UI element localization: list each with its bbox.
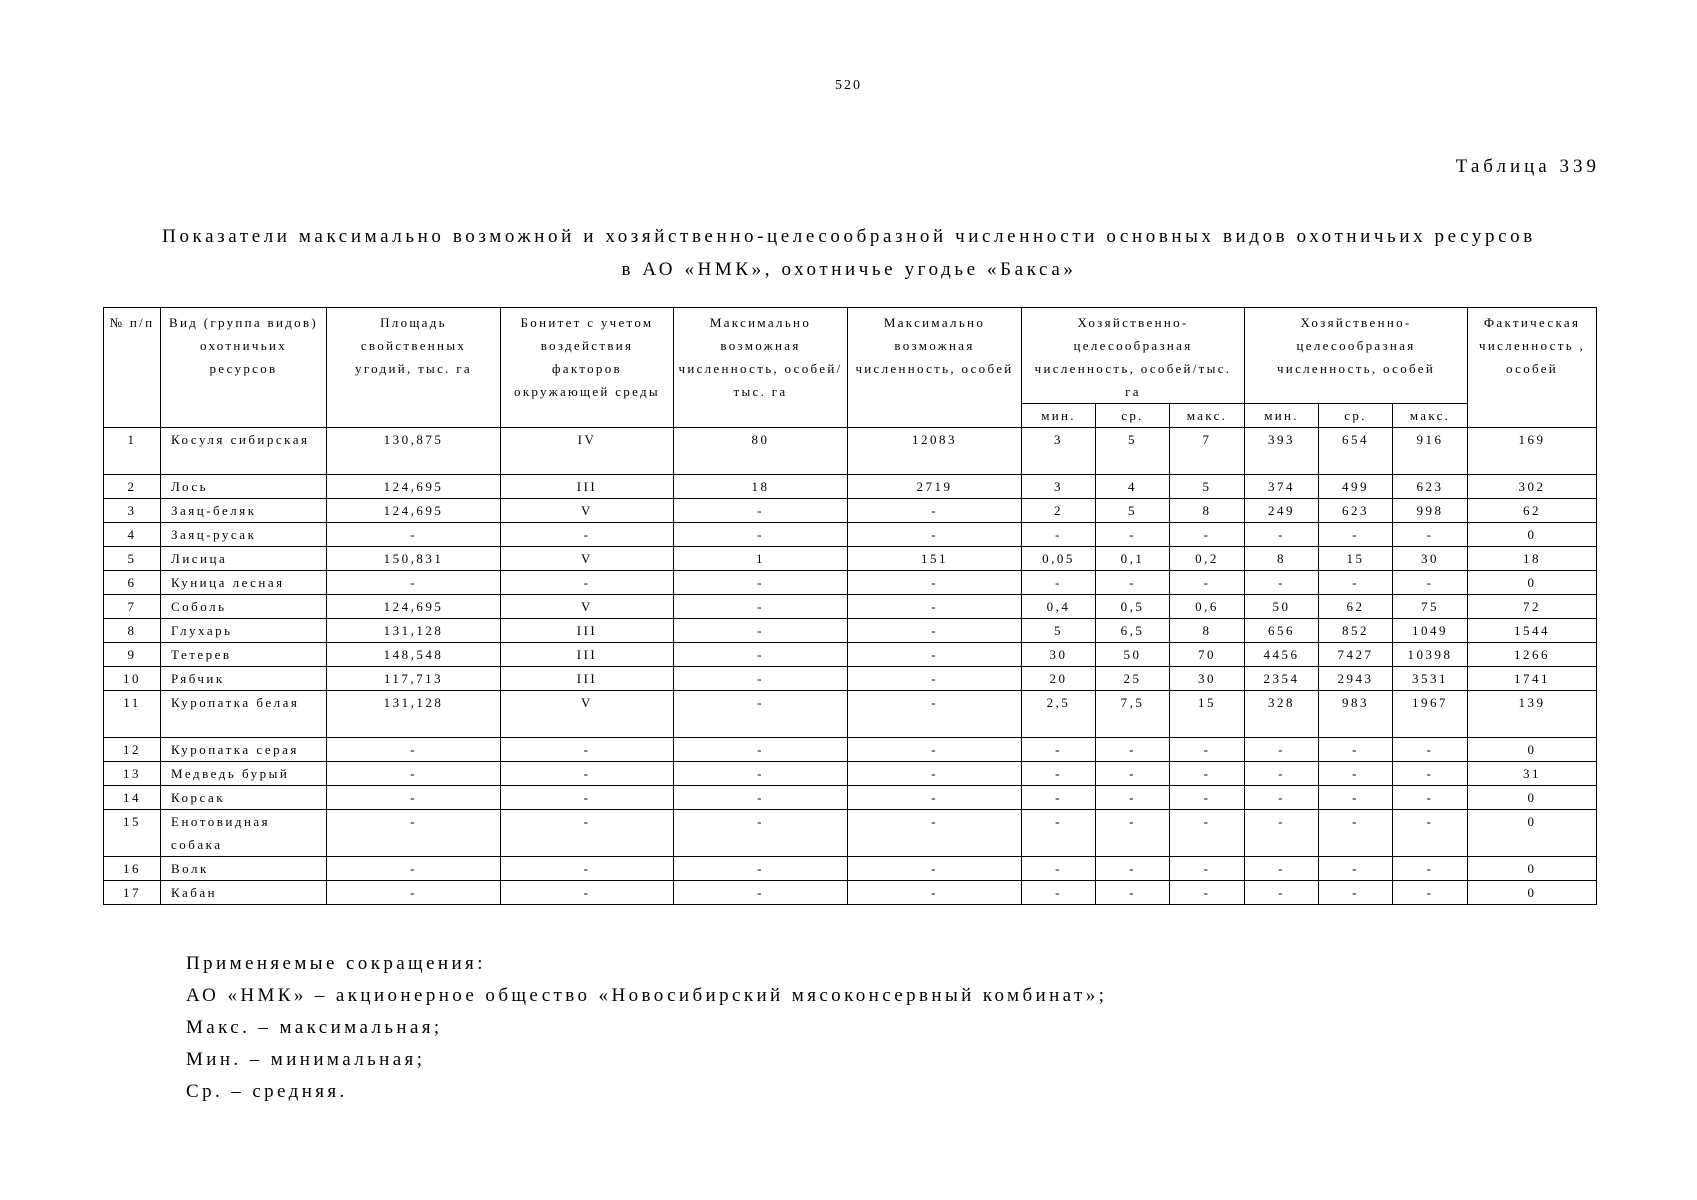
subheader-count-avg: ср. (1319, 404, 1393, 428)
cell-actual: 0 (1468, 786, 1597, 810)
cell-species: Глухарь (161, 619, 327, 643)
cell-num: 6 (104, 571, 161, 595)
cell-num: 16 (104, 857, 161, 881)
table-row (104, 810, 1597, 857)
cell-c-max: 30 (1393, 547, 1468, 571)
cell-d-min: - (1022, 571, 1096, 595)
cell-species: Кабан (161, 881, 327, 905)
cell-max-count: - (848, 499, 1022, 523)
cell-c-avg: 7427 (1319, 643, 1393, 667)
cell-max-density: - (674, 667, 848, 691)
header-bonitet: Бонитет с учетом воздействия факторов окружающей среды (501, 308, 674, 428)
cell-max-count: - (848, 667, 1022, 691)
cell-max-density: 80 (674, 428, 848, 475)
cell-area: - (327, 857, 501, 881)
cell-bonitet: III (501, 619, 674, 643)
cell-c-avg: 654 (1319, 428, 1393, 475)
cell-c-min: 656 (1245, 619, 1319, 643)
cell-c-min: 50 (1245, 595, 1319, 619)
note-nmk: АО «НМК» – акционерное общество «Новосибирский мясоконсервный комбинат»; (186, 985, 1108, 1006)
cell-c-max: - (1393, 786, 1468, 810)
document-title (104, 220, 1594, 286)
cell-species: Куропатка серая (161, 738, 327, 762)
table-body (104, 428, 1597, 905)
cell-actual: 1266 (1468, 643, 1597, 667)
cell-species: Лось (161, 475, 327, 499)
cell-num: 17 (104, 881, 161, 905)
cell-num: 13 (104, 762, 161, 786)
cell-d-max: 70 (1170, 643, 1245, 667)
hunting-resources-table (103, 307, 1597, 905)
subheader-count-min: мин. (1245, 404, 1319, 428)
table-row (104, 547, 1597, 571)
cell-max-density: - (674, 762, 848, 786)
cell-c-max: - (1393, 762, 1468, 786)
cell-c-max: 1049 (1393, 619, 1468, 643)
cell-d-max: - (1170, 786, 1245, 810)
cell-d-avg: 5 (1096, 499, 1170, 523)
abbreviations-notes (186, 948, 1107, 1108)
cell-c-min: 8 (1245, 547, 1319, 571)
cell-species: Заяц-беляк (161, 499, 327, 523)
cell-species: Корсак (161, 786, 327, 810)
cell-bonitet: III (501, 475, 674, 499)
cell-d-avg: - (1096, 857, 1170, 881)
cell-d-avg: 5 (1096, 428, 1170, 475)
cell-species: Рябчик (161, 667, 327, 691)
cell-c-min: - (1245, 786, 1319, 810)
header-species: Вид (группа видов) охотничьих ресурсов (161, 308, 327, 428)
header-num: № п/п (104, 308, 161, 428)
cell-num: 4 (104, 523, 161, 547)
title-line-2: в АО «НМК», охотничье угодье «Бакса» (621, 259, 1077, 280)
cell-num: 10 (104, 667, 161, 691)
note-min: Мин. – минимальная; (186, 1049, 426, 1070)
subheader-density-min: мин. (1022, 404, 1096, 428)
header-econ-density: Хозяйственно-целесообразная численность, особей/тыс. га (1022, 308, 1245, 404)
cell-max-density: - (674, 881, 848, 905)
cell-species: Тетерев (161, 643, 327, 667)
cell-actual: 72 (1468, 595, 1597, 619)
cell-c-min: - (1245, 762, 1319, 786)
cell-area: 124,695 (327, 499, 501, 523)
cell-d-avg: 0,1 (1096, 547, 1170, 571)
cell-species: Соболь (161, 595, 327, 619)
cell-bonitet: - (501, 523, 674, 547)
cell-c-max: 3531 (1393, 667, 1468, 691)
cell-actual: 31 (1468, 762, 1597, 786)
cell-d-avg: 25 (1096, 667, 1170, 691)
cell-actual: 18 (1468, 547, 1597, 571)
cell-bonitet: - (501, 857, 674, 881)
cell-c-avg: - (1319, 857, 1393, 881)
subheader-density-max: макс. (1170, 404, 1245, 428)
cell-max-density: - (674, 643, 848, 667)
cell-d-min: 30 (1022, 643, 1096, 667)
cell-num: 12 (104, 738, 161, 762)
cell-area: - (327, 738, 501, 762)
cell-c-max: 916 (1393, 428, 1468, 475)
cell-max-count: 151 (848, 547, 1022, 571)
cell-bonitet: III (501, 643, 674, 667)
cell-area: - (327, 523, 501, 547)
cell-c-avg: - (1319, 571, 1393, 595)
cell-c-min: - (1245, 881, 1319, 905)
header-actual: Фактическая численность , особей (1468, 308, 1597, 428)
cell-d-max: 8 (1170, 619, 1245, 643)
cell-c-avg: 852 (1319, 619, 1393, 643)
cell-area: - (327, 762, 501, 786)
table-row (104, 667, 1597, 691)
cell-c-min: - (1245, 738, 1319, 762)
cell-d-max: - (1170, 571, 1245, 595)
cell-d-min: - (1022, 810, 1096, 857)
table-row (104, 523, 1597, 547)
cell-max-count: 12083 (848, 428, 1022, 475)
cell-c-max: - (1393, 881, 1468, 905)
table-row (104, 643, 1597, 667)
cell-max-density: - (674, 499, 848, 523)
notes-heading: Применяемые сокращения: (186, 953, 486, 974)
cell-c-min: - (1245, 857, 1319, 881)
cell-bonitet: V (501, 595, 674, 619)
cell-area: - (327, 810, 501, 857)
cell-bonitet: IV (501, 428, 674, 475)
cell-max-density: 1 (674, 547, 848, 571)
cell-c-max: - (1393, 571, 1468, 595)
cell-d-max: 5 (1170, 475, 1245, 499)
cell-d-min: 2,5 (1022, 691, 1096, 738)
cell-d-avg: - (1096, 571, 1170, 595)
cell-c-max: 75 (1393, 595, 1468, 619)
cell-d-max: - (1170, 881, 1245, 905)
cell-c-max: - (1393, 523, 1468, 547)
cell-d-avg: 0,5 (1096, 595, 1170, 619)
cell-max-density: 18 (674, 475, 848, 499)
cell-c-max: 623 (1393, 475, 1468, 499)
table-row (104, 786, 1597, 810)
cell-c-min: 4456 (1245, 643, 1319, 667)
cell-num: 1 (104, 428, 161, 475)
cell-c-min: 374 (1245, 475, 1319, 499)
cell-num: 9 (104, 643, 161, 667)
cell-max-density: - (674, 523, 848, 547)
cell-actual: 0 (1468, 810, 1597, 857)
cell-num: 2 (104, 475, 161, 499)
cell-d-avg: - (1096, 810, 1170, 857)
cell-d-max: 30 (1170, 667, 1245, 691)
cell-actual: 169 (1468, 428, 1597, 475)
cell-c-avg: - (1319, 786, 1393, 810)
cell-d-min: 3 (1022, 475, 1096, 499)
table-row (104, 738, 1597, 762)
cell-max-density: - (674, 738, 848, 762)
cell-d-min: 0,4 (1022, 595, 1096, 619)
cell-bonitet: V (501, 499, 674, 523)
title-line-1: Показатели максимально возможной и хозяйственно-целесообразной численности основных видов охотничьих ресурсов (162, 226, 1536, 247)
cell-actual: 0 (1468, 571, 1597, 595)
cell-d-min: 5 (1022, 619, 1096, 643)
table-row (104, 499, 1597, 523)
cell-num: 3 (104, 499, 161, 523)
cell-d-avg: - (1096, 786, 1170, 810)
cell-d-avg: 6,5 (1096, 619, 1170, 643)
cell-max-density: - (674, 691, 848, 738)
cell-d-max: 8 (1170, 499, 1245, 523)
cell-bonitet: - (501, 881, 674, 905)
cell-species: Косуля сибирская (161, 428, 327, 475)
cell-d-min: - (1022, 738, 1096, 762)
cell-d-max: 0,2 (1170, 547, 1245, 571)
cell-c-max: - (1393, 738, 1468, 762)
cell-c-avg: - (1319, 810, 1393, 857)
header-area: Площадь свойственных угодий, тыс. га (327, 308, 501, 428)
cell-max-count: - (848, 523, 1022, 547)
cell-d-avg: - (1096, 738, 1170, 762)
cell-d-avg: - (1096, 762, 1170, 786)
cell-d-avg: - (1096, 881, 1170, 905)
cell-c-avg: 2943 (1319, 667, 1393, 691)
cell-bonitet: III (501, 667, 674, 691)
header-max-density: Максимально возможная численность, особей/тыс. га (674, 308, 848, 428)
cell-c-min: 249 (1245, 499, 1319, 523)
cell-actual: 0 (1468, 738, 1597, 762)
cell-max-count: - (848, 810, 1022, 857)
cell-c-min: 328 (1245, 691, 1319, 738)
cell-species: Волк (161, 857, 327, 881)
cell-d-avg: 7,5 (1096, 691, 1170, 738)
note-avg: Ср. – средняя. (186, 1081, 348, 1102)
cell-c-avg: - (1319, 762, 1393, 786)
header-row (104, 308, 1597, 404)
cell-bonitet: - (501, 786, 674, 810)
cell-species: Медведь бурый (161, 762, 327, 786)
cell-max-count: - (848, 643, 1022, 667)
header-econ-count: Хозяйственно-целесообразная численность, особей (1245, 308, 1468, 404)
cell-c-min: - (1245, 810, 1319, 857)
cell-max-density: - (674, 595, 848, 619)
cell-actual: 139 (1468, 691, 1597, 738)
cell-area: 124,695 (327, 475, 501, 499)
cell-max-count: - (848, 881, 1022, 905)
cell-c-avg: 15 (1319, 547, 1393, 571)
table-row (104, 475, 1597, 499)
table-row (104, 595, 1597, 619)
cell-c-max: 10398 (1393, 643, 1468, 667)
cell-max-count: - (848, 691, 1022, 738)
note-max: Макс. – максимальная; (186, 1017, 443, 1038)
cell-d-max: - (1170, 523, 1245, 547)
cell-max-density: - (674, 810, 848, 857)
cell-d-min: - (1022, 523, 1096, 547)
cell-area: - (327, 881, 501, 905)
cell-d-max: 7 (1170, 428, 1245, 475)
cell-num: 8 (104, 619, 161, 643)
cell-d-max: 0,6 (1170, 595, 1245, 619)
cell-d-min: 20 (1022, 667, 1096, 691)
cell-c-avg: - (1319, 881, 1393, 905)
cell-species: Куропатка белая (161, 691, 327, 738)
cell-area: - (327, 786, 501, 810)
cell-max-count: - (848, 786, 1022, 810)
cell-max-count: - (848, 619, 1022, 643)
cell-num: 15 (104, 810, 161, 857)
cell-c-min: - (1245, 523, 1319, 547)
cell-species: Енотовидная собака (161, 810, 327, 857)
cell-max-count: - (848, 571, 1022, 595)
cell-c-avg: - (1319, 738, 1393, 762)
cell-area: 124,695 (327, 595, 501, 619)
cell-d-min: - (1022, 881, 1096, 905)
cell-area: 131,128 (327, 691, 501, 738)
cell-c-min: - (1245, 571, 1319, 595)
cell-c-min: 2354 (1245, 667, 1319, 691)
cell-area: 131,128 (327, 619, 501, 643)
table-row (104, 571, 1597, 595)
cell-max-count: - (848, 595, 1022, 619)
cell-c-avg: - (1319, 523, 1393, 547)
cell-c-avg: 983 (1319, 691, 1393, 738)
cell-c-max: - (1393, 810, 1468, 857)
cell-species: Лисица (161, 547, 327, 571)
cell-d-min: 0,05 (1022, 547, 1096, 571)
table-label: Таблица 339 (1455, 156, 1600, 177)
cell-d-min: - (1022, 857, 1096, 881)
cell-c-avg: 623 (1319, 499, 1393, 523)
cell-actual: 0 (1468, 523, 1597, 547)
cell-d-max: - (1170, 810, 1245, 857)
cell-area: - (327, 571, 501, 595)
cell-c-min: 393 (1245, 428, 1319, 475)
cell-num: 7 (104, 595, 161, 619)
cell-num: 11 (104, 691, 161, 738)
table-row (104, 762, 1597, 786)
cell-actual: 1544 (1468, 619, 1597, 643)
table-row (104, 857, 1597, 881)
cell-d-min: 3 (1022, 428, 1096, 475)
cell-max-density: - (674, 619, 848, 643)
subheader-density-avg: ср. (1096, 404, 1170, 428)
table-row (104, 428, 1597, 475)
cell-actual: 1741 (1468, 667, 1597, 691)
header-max-count: Максимально возможная численность, особей (848, 308, 1022, 428)
cell-bonitet: - (501, 762, 674, 786)
cell-max-count: 2719 (848, 475, 1022, 499)
cell-d-max: - (1170, 738, 1245, 762)
cell-max-count: - (848, 857, 1022, 881)
cell-bonitet: - (501, 571, 674, 595)
cell-d-avg: 4 (1096, 475, 1170, 499)
cell-area: 150,831 (327, 547, 501, 571)
cell-max-density: - (674, 857, 848, 881)
cell-bonitet: - (501, 810, 674, 857)
cell-species: Заяц-русак (161, 523, 327, 547)
subheader-count-max: макс. (1393, 404, 1468, 428)
cell-d-max: 15 (1170, 691, 1245, 738)
cell-max-density: - (674, 786, 848, 810)
cell-num: 5 (104, 547, 161, 571)
cell-species: Куница лесная (161, 571, 327, 595)
cell-actual: 0 (1468, 881, 1597, 905)
cell-d-avg: - (1096, 523, 1170, 547)
cell-d-avg: 50 (1096, 643, 1170, 667)
cell-c-max: - (1393, 857, 1468, 881)
cell-c-avg: 499 (1319, 475, 1393, 499)
cell-c-max: 998 (1393, 499, 1468, 523)
cell-actual: 0 (1468, 857, 1597, 881)
cell-actual: 302 (1468, 475, 1597, 499)
table-row (104, 691, 1597, 738)
cell-num: 14 (104, 786, 161, 810)
cell-d-min: - (1022, 762, 1096, 786)
cell-area: 130,875 (327, 428, 501, 475)
cell-area: 117,713 (327, 667, 501, 691)
table-row (104, 619, 1597, 643)
cell-max-count: - (848, 762, 1022, 786)
cell-d-min: - (1022, 786, 1096, 810)
cell-bonitet: - (501, 738, 674, 762)
cell-d-max: - (1170, 762, 1245, 786)
page-number: 520 (835, 78, 862, 93)
cell-max-density: - (674, 571, 848, 595)
cell-actual: 62 (1468, 499, 1597, 523)
cell-c-max: 1967 (1393, 691, 1468, 738)
table-row (104, 881, 1597, 905)
cell-d-max: - (1170, 857, 1245, 881)
cell-max-count: - (848, 738, 1022, 762)
cell-bonitet: V (501, 691, 674, 738)
cell-area: 148,548 (327, 643, 501, 667)
cell-c-avg: 62 (1319, 595, 1393, 619)
cell-d-min: 2 (1022, 499, 1096, 523)
cell-bonitet: V (501, 547, 674, 571)
